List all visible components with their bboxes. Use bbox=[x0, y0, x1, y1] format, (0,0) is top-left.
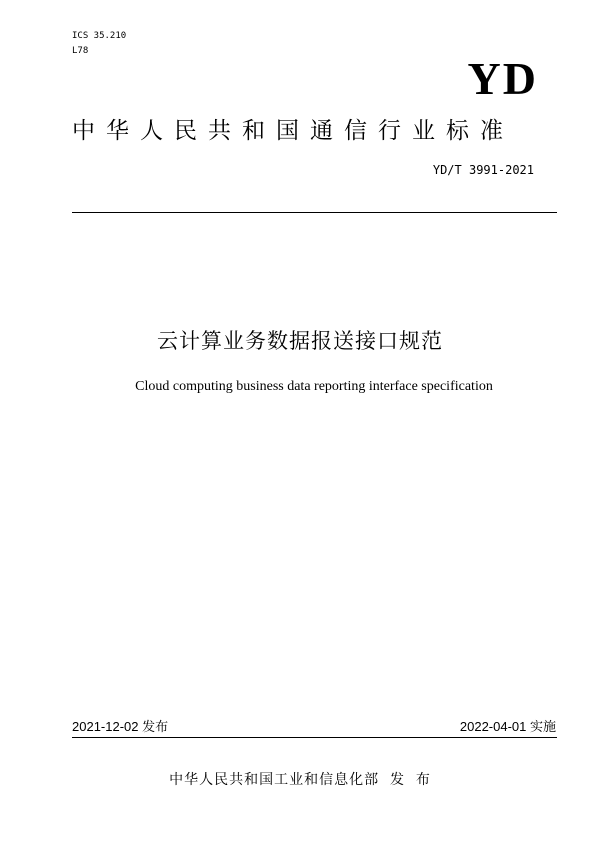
implement-date: 2022-04-01 实施 bbox=[459, 719, 556, 734]
standard-category-title: 中华人民共和国通信行业标准 bbox=[72, 118, 514, 144]
standard-number: YD/T 3991-2021 bbox=[432, 163, 534, 177]
document-title-chinese: 云计算业务数据报送接口规范 bbox=[157, 329, 443, 353]
document-title-english: Cloud computing business data reporting interface specification bbox=[135, 379, 493, 394]
publish-date: 2021-12-02 发布 bbox=[72, 719, 169, 734]
ics-code: ICS 35.210 bbox=[72, 31, 127, 41]
yd-logo: YD bbox=[467, 53, 538, 104]
top-divider bbox=[72, 212, 557, 213]
bottom-divider bbox=[72, 737, 557, 738]
issuing-authority: 中华人民共和国工业和信息化部 发 布 bbox=[169, 772, 431, 788]
ccs-code: L78 bbox=[72, 46, 89, 56]
